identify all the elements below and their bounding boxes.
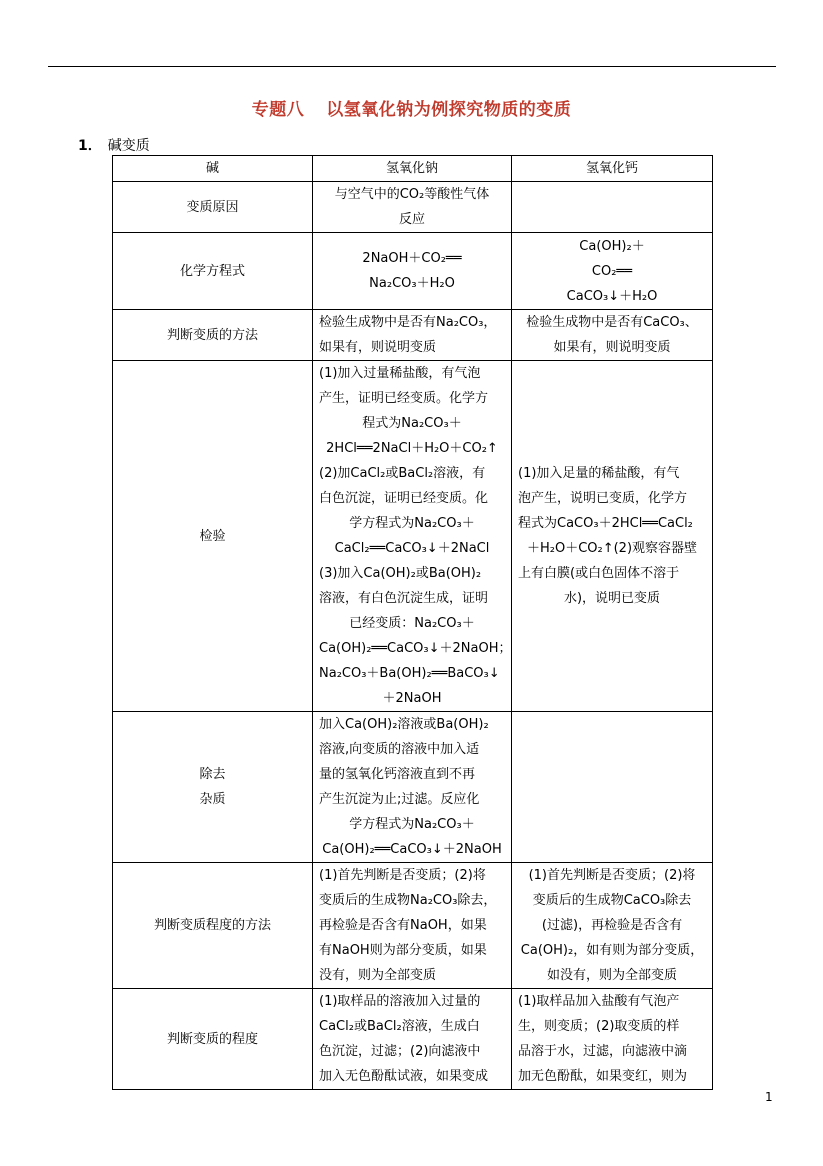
cell-line: (3)加入Ca(OH)₂或Ba(OH)₂ [319, 566, 482, 581]
row-label: 判断变质的方法 [166, 327, 258, 343]
cell-line: 溶液，有白色沉淀生成，证明 [319, 591, 489, 606]
naoh-cell [313, 863, 512, 989]
cell-line: (1)加入过量稀盐酸，有气泡 [319, 366, 481, 381]
row-label: 除去 [199, 767, 226, 782]
caoh-cell [512, 182, 713, 233]
cell-line: 变质后的生成物CaCO₃除去 [532, 893, 692, 908]
cell-line: Na₂CO₃＋H₂O [369, 276, 455, 291]
row-label: 判断变质的程度 [166, 1031, 258, 1047]
cell-line: 品溶于水，过滤，向滤液中滴 [518, 1044, 688, 1059]
cell-line: 有NaOH则为部分变质，如果 [319, 943, 487, 958]
row-label-cell [113, 863, 313, 989]
caoh-cell [512, 989, 713, 1090]
cell-line: (1)取样品的溶液加入过量的 [319, 994, 481, 1009]
cell-line: (1)加入足量的稀盐酸，有气 [518, 466, 680, 481]
cell-line: CaCl₂══CaCO₃↓＋2NaCl [334, 541, 490, 556]
cell-line: 如果有，则说明变质 [553, 340, 671, 355]
cell-line: 水)，说明已变质 [563, 591, 661, 606]
cell-line: 加无色酚酞，如果变红，则为 [518, 1069, 688, 1084]
cell-line: (2)加CaCl₂或BaCl₂溶液，有 [319, 466, 486, 481]
section-number: 1． [78, 138, 102, 154]
header-rule [48, 66, 776, 67]
naoh-cell [313, 989, 512, 1090]
table-row [113, 863, 713, 989]
cell-line: 程式为CaCO₃＋2HCl══CaCl₂ [518, 516, 693, 531]
row-label-cell [113, 310, 313, 361]
cell-line: Ca(OH)₂＋ [579, 238, 645, 254]
table-row [113, 361, 713, 712]
row-label: 杂质 [199, 792, 226, 807]
table-row [113, 310, 713, 361]
cell-line: (过滤)，再检验是否含有 [541, 918, 683, 933]
row-label: 化学方程式 [179, 263, 245, 279]
cell-line: 溶液,向变质的溶液中加入适 [319, 742, 480, 757]
cell-line: 如没有，则为全部变质 [546, 968, 677, 983]
cell-line: 学方程式为Na₂CO₃＋ [349, 817, 475, 832]
cell-line: 学方程式为Na₂CO₃＋ [349, 516, 475, 531]
caoh-cell [512, 310, 713, 361]
cell-line: Na₂CO₃＋Ba(OH)₂══BaCO₃↓ [319, 666, 500, 681]
table-row [113, 182, 713, 233]
naoh-cell [313, 310, 512, 361]
title-part2: 以氢氧化钠为例探究物质的变质 [326, 100, 572, 120]
cell-line: 色沉淀，过滤；(2)向滤液中 [319, 1044, 481, 1059]
page-number: 1 [765, 1090, 773, 1104]
cell-line: 加入无色酚酞试液，如果变成 [319, 1069, 489, 1084]
cell-line: CO₂══ [591, 263, 633, 279]
caoh-cell [512, 361, 713, 712]
cell-line: ＋2NaOH [382, 691, 442, 706]
title-part1: 专题八 [251, 100, 305, 120]
caoh-cell [512, 233, 713, 310]
cell-line: Ca(OH)₂══CaCO₃↓＋2NaOH [322, 842, 502, 857]
row-label: 变质原因 [186, 199, 239, 215]
cell-line: 生，则变质；(2)取变质的样 [518, 1019, 680, 1034]
cell-line: 量的氢氧化钙溶液直到不再 [319, 767, 476, 782]
cell-line: 产生，证明已经变质。化学方 [319, 391, 489, 406]
section-label: 碱变质 [107, 138, 150, 154]
cell-line: Ca(OH)₂，如有则为部分变质， [520, 943, 704, 958]
cell-line: 上有白膜(或白色固体不溶于 [518, 566, 680, 581]
table-row [113, 233, 713, 310]
cell-line: 再检验是否含有NaOH，如果 [319, 918, 487, 933]
cell-line: (1)首先判断是否变质；(2)将 [319, 868, 486, 883]
naoh-cell [313, 233, 512, 310]
cell-line: CaCl₂或BaCl₂溶液，生成白 [319, 1019, 480, 1034]
row-label-cell [113, 361, 313, 712]
cell-line: 检验生成物中是否有CaCO₃、 [526, 315, 698, 330]
cell-line: 与空气中的CO₂等酸性气体 [334, 187, 490, 202]
header-cell: 碱 [113, 156, 313, 182]
cell-line: 已经变质：Na₂CO₃＋ [349, 616, 475, 631]
row-label-cell [113, 712, 313, 863]
row-label-cell [113, 233, 313, 310]
naoh-cell [313, 182, 512, 233]
section-heading [78, 135, 150, 155]
cell-line: 检验生成物中是否有Na₂CO₃， [319, 315, 497, 330]
row-label: 检验 [199, 528, 226, 544]
cell-line: Ca(OH)₂══CaCO₃↓＋2NaOH； [319, 641, 512, 656]
caoh-cell [512, 712, 713, 863]
caoh-cell [512, 863, 713, 989]
header-cell: 氢氧化钙 [512, 156, 713, 182]
cell-line: ＋H₂O＋CO₂↑(2)观察容器壁 [526, 541, 698, 556]
cell-line: 如果有，则说明变质 [319, 340, 437, 355]
page-title [0, 95, 823, 120]
cell-line: 反应 [398, 212, 425, 227]
cell-line: 泡产生，说明已变质，化学方 [518, 491, 688, 506]
cell-line: 产生沉淀为止;过滤。反应化 [319, 792, 480, 807]
cell-line: (1)首先判断是否变质；(2)将 [528, 868, 696, 883]
table-row [113, 712, 713, 863]
cell-line: 白色沉淀，证明已经变质。化 [319, 491, 489, 506]
row-label-cell [113, 182, 313, 233]
cell-line: 没有，则为全部变质 [319, 968, 437, 983]
comparison-table [112, 155, 713, 1090]
table-header-row [113, 156, 713, 182]
cell-line: (1)取样品加入盐酸有气泡产 [518, 994, 680, 1009]
naoh-cell [313, 361, 512, 712]
header-cell: 氢氧化钠 [313, 156, 512, 182]
cell-line: 变质后的生成物Na₂CO₃除去， [319, 893, 497, 908]
cell-line: 加入Ca(OH)₂溶液或Ba(OH)₂ [319, 717, 489, 732]
naoh-cell [313, 712, 512, 863]
table-row [113, 989, 713, 1090]
cell-line: 2NaOH＋CO₂══ [362, 251, 462, 266]
row-label-cell [113, 989, 313, 1090]
cell-line: 2HCl══2NaCl＋H₂O＋CO₂↑ [326, 441, 498, 456]
row-label: 判断变质程度的方法 [153, 918, 271, 933]
cell-line: CaCO₃↓＋H₂O [566, 288, 658, 304]
cell-line: 程式为Na₂CO₃＋ [362, 416, 462, 431]
